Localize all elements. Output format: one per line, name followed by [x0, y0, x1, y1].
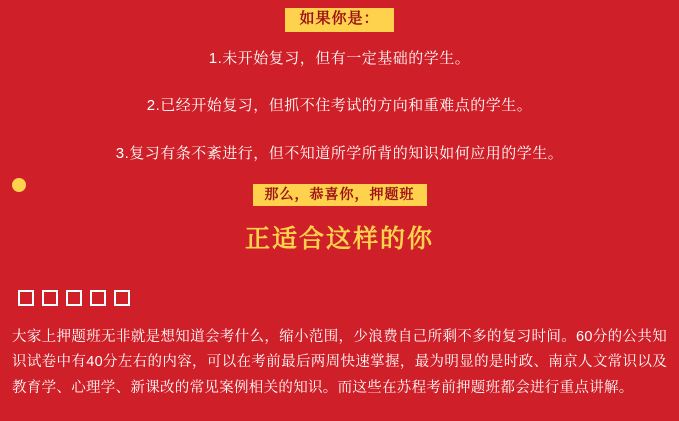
headline-banner-wrap — [0, 0, 679, 32]
headline-banner: 如果你是： — [285, 8, 393, 32]
square-icon — [90, 290, 106, 306]
list-item: 1.未开始复习，但有一定基础的学生。 — [208, 49, 471, 67]
congrats-banner: 那么，恭喜你，押题班 — [253, 184, 427, 206]
square-icon — [18, 290, 34, 306]
square-row-decoration — [18, 290, 130, 306]
body-paragraph: 大家上押题班无非就是想知道会考什么，缩小范围，少浪费自己所剩不多的复习时间。60分的公共知识试卷中有40分左右的内容，可以在考前最后两周快速掌握，最为明显的是时政、南京人文常识以及教育学、心理学、新课改的常见案例相关的知识。而这些在苏程考前押题班都会进行重点讲解。 — [12, 329, 667, 396]
square-icon — [114, 290, 130, 306]
square-icon — [42, 290, 58, 306]
slogan-wrap — [0, 224, 679, 254]
congrats-banner-wrap — [0, 184, 679, 206]
slogan-text: 正适合这样的你 — [244, 225, 434, 254]
list-item: 2.已经开始复习，但抓不住考试的方向和重难点的学生。 — [146, 97, 533, 114]
square-icon — [66, 290, 82, 306]
yellow-dot-icon — [12, 178, 26, 192]
statement-list — [0, 48, 679, 166]
list-item: 3.复习有条不紊进行，但不知道所学所背的知识如何应用的学生。 — [115, 144, 564, 162]
